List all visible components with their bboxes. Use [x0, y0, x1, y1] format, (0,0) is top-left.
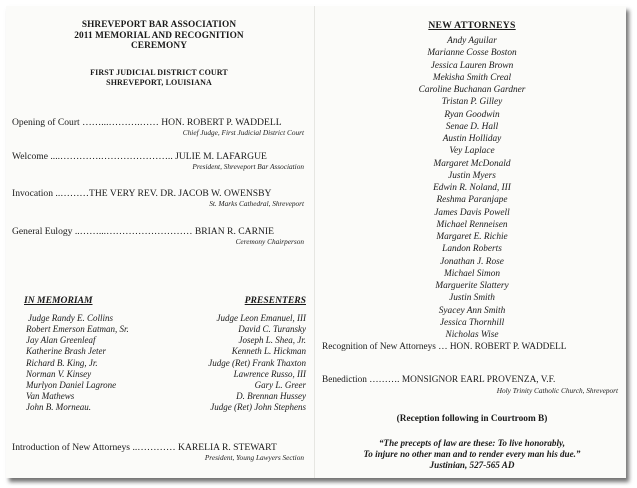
- attorney-name: Austin Holliday: [442, 134, 502, 144]
- program-person-title: Ceremony Chairperson: [235, 237, 304, 246]
- presenter-name: Judge (Ret) John Stephens: [210, 402, 306, 413]
- presenter-name: Lawrence Russo, III: [233, 368, 306, 379]
- memoriam-name: Murlyon Daniel Lagrone: [26, 379, 117, 390]
- program-part: Welcome: [12, 151, 48, 162]
- attorney-name: Vey Laplace: [449, 146, 495, 157]
- presenter-name: Joseph L. Shea, Jr.: [238, 335, 306, 346]
- program-person: THE VERY REV. DR. JACOB W. OWENSBY: [89, 188, 272, 199]
- program-person-title: President, Shreveport Bar Association: [192, 162, 304, 171]
- attorney-name: Jessica Thornhill: [439, 317, 505, 328]
- right-page: [322, 6, 622, 478]
- event-name-cont: CEREMONY: [130, 41, 188, 51]
- attorney-name: Ryan Goodwin: [444, 109, 500, 120]
- presenter-name: D. Brennan Hussey: [236, 391, 306, 402]
- left-page: [12, 6, 306, 478]
- attorney-name: Edwin R. Noland, III: [433, 183, 511, 193]
- association-name: SHREVEPORT BAR ASSOCIATION: [81, 20, 237, 30]
- attorney-name: Margaret McDonald: [433, 158, 511, 169]
- reception-note: (Reception following in Courtroom B): [396, 414, 548, 424]
- program-item-introduction: [12, 442, 306, 462]
- leader-dots: ..………: [53, 188, 90, 199]
- quote-attribution: Justinian, 527-565 AD: [429, 460, 515, 470]
- program-item-eulogy: [12, 226, 306, 246]
- attorney-name: Mekisha Smith Creal: [432, 72, 512, 83]
- attorney-name: Marianne Cosse Boston: [427, 48, 517, 59]
- attorney-name: Jonathan J. Rose: [440, 256, 504, 267]
- quote-line: “The precepts of law are these: To live honorably,: [379, 438, 565, 448]
- attorney-name: Andy Aguilar: [447, 36, 497, 46]
- presenter-name: Gary L. Greer: [254, 379, 306, 390]
- program-person-title: St. Marks Cathedral, Shreveport: [209, 199, 304, 208]
- center-fold: [314, 6, 315, 478]
- presenters-heading: PRESENTERS: [244, 295, 306, 306]
- justinian-quote: [322, 438, 622, 471]
- memoriam-name: Richard B. King, Jr.: [26, 357, 98, 368]
- memoriam-name: Van Mathews: [26, 391, 75, 402]
- program-person-title: Holy Trinity Catholic Church, Shreveport: [496, 386, 618, 395]
- leader-dots: ..…………: [130, 442, 179, 453]
- presenters-list: [208, 313, 306, 413]
- attorney-name: Syacey Ann Smith: [438, 305, 506, 316]
- program-person-title: Chief Judge, First Judicial District Court: [182, 128, 304, 137]
- attorney-name: Michael Renneisen: [436, 219, 508, 230]
- attorney-name: Jessica Lauren Brown: [430, 60, 514, 71]
- memoriam-heading: IN MEMORIAM: [24, 295, 93, 306]
- leader-dots: ……...……….……: [79, 117, 162, 128]
- court-name: FIRST JUDICIAL DISTRICT COURT: [90, 68, 228, 77]
- program-item-opening: [12, 117, 306, 137]
- ceremony-title: [12, 20, 306, 52]
- memoriam-name: John B. Morneau.: [26, 402, 91, 413]
- attorney-name: Marguerite Slattery: [435, 281, 509, 291]
- presenter-name: Kenneth L. Hickman: [231, 346, 306, 357]
- memoriam-name: Robert Emerson Eatman, Sr.: [26, 324, 129, 335]
- attorney-name: Tristan P. Gilley: [441, 97, 503, 108]
- program-person: HON. ROBERT P. WADDELL: [161, 117, 282, 128]
- presenter-name: Judge Leon Emanuel, III: [216, 313, 306, 323]
- program-part: Introduction of New Attorneys: [12, 442, 131, 453]
- memoriam-name: Jay Alan Greenleaf: [26, 335, 96, 346]
- program-person: KARELIA R. STEWART: [178, 442, 277, 453]
- new-attorneys-heading: NEW ATTORNEYS: [428, 20, 516, 31]
- program-person: HON. ROBERT P. WADDELL: [449, 342, 567, 352]
- program-person: JULIE M. LAFARGUE: [175, 151, 267, 162]
- venue: [12, 68, 306, 87]
- attorney-name: Michael Simon: [443, 268, 501, 279]
- program-item-benediction: [322, 375, 622, 395]
- leader-dots: ....………….…………………..: [48, 151, 176, 162]
- program-person: BRIAN R. CARNIE: [194, 226, 274, 237]
- event-name: 2011 MEMORIAL AND RECOGNITION: [74, 30, 244, 41]
- program-item-invocation: [12, 188, 306, 208]
- leader-dots: ..……...………………………: [72, 226, 195, 237]
- memoriam-name: Judge Randy E. Collins: [28, 313, 113, 323]
- program-item-recognition: [322, 342, 622, 353]
- program-person-title: President, Young Lawyers Section: [204, 453, 304, 462]
- attorney-name: Nicholas Wise: [445, 330, 499, 340]
- attorney-name: Landon Roberts: [442, 244, 502, 255]
- program-person: MONSIGNOR EARL PROVENZA, V.F.: [401, 375, 556, 385]
- attorney-name: Justin Myers: [448, 170, 496, 181]
- program-part: Benediction: [322, 375, 367, 385]
- attorney-name: Reshma Paranjape: [436, 195, 508, 206]
- presenter-name: Judge (Ret) Frank Thaxton: [208, 357, 306, 368]
- leader-dots: …: [435, 342, 450, 352]
- memoriam-list: [26, 313, 129, 413]
- memoriam-name: Katherine Brash Jeter: [26, 346, 106, 357]
- presenter-name: David C. Turansky: [238, 324, 306, 335]
- new-attorneys-list: [322, 35, 622, 341]
- program-part: General Eulogy: [12, 226, 73, 237]
- program-part: Invocation: [12, 188, 54, 199]
- city-name: SHREVEPORT, LOUISIANA: [106, 77, 212, 87]
- attorney-name: Senae D. Hall: [445, 121, 499, 132]
- attorney-name: Margaret E. Richie: [436, 232, 508, 242]
- program-part: Recognition of New Attorneys: [322, 342, 436, 352]
- attorney-name: Justin Smith: [449, 293, 495, 304]
- program-item-welcome: [12, 151, 306, 171]
- attorney-name: Caroline Buchanan Gardner: [418, 85, 526, 95]
- program-part: Opening of Court: [12, 117, 80, 128]
- program-sheet: [6, 6, 626, 478]
- leader-dots: ……….: [366, 375, 402, 385]
- quote-line: To injure no other man and to render every man his due.”: [363, 449, 581, 459]
- attorney-name: James Davis Powell: [434, 207, 510, 218]
- memoriam-name: Norman V. Kinsey: [26, 368, 92, 379]
